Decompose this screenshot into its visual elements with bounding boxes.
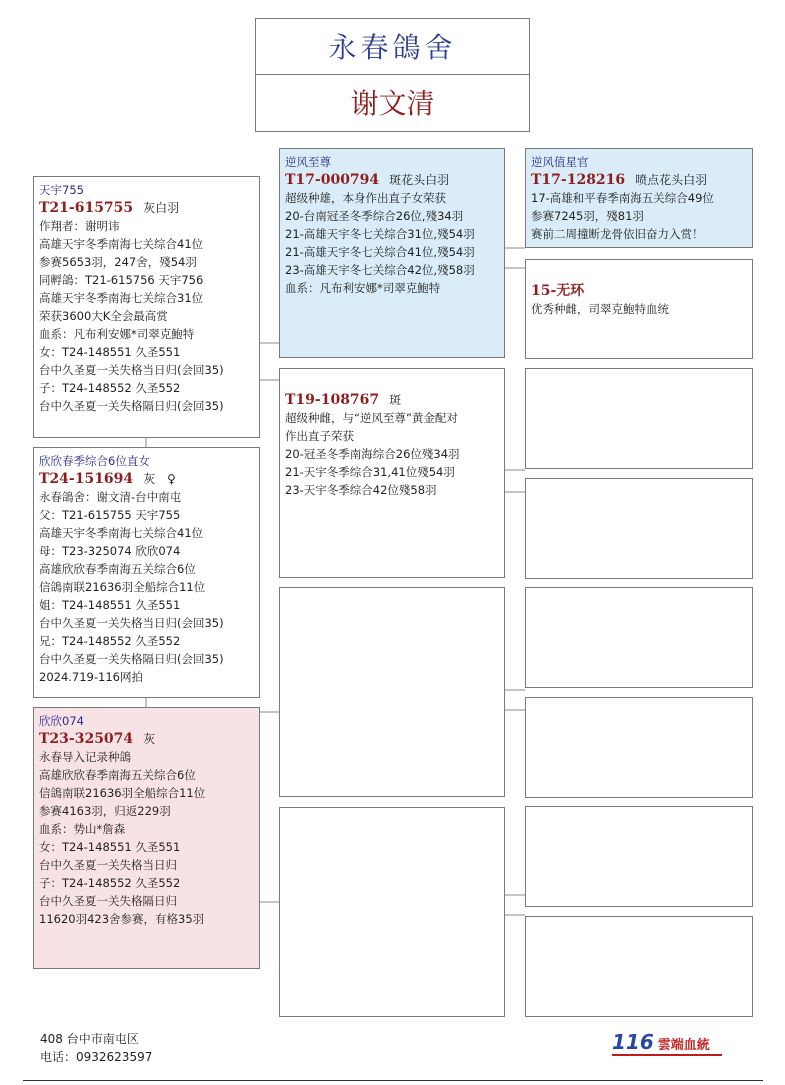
bottom-divider <box>23 1080 763 1081</box>
brand-logo <box>612 1030 722 1056</box>
sire-dam-line: 20-冠圣冬季南海综合26位殘34羽 <box>285 447 460 461</box>
dam-line: 子：T24-148552 久圣552 <box>39 876 181 890</box>
sire-dam-line: 21-天宇冬季综合31,41位殘54羽 <box>285 465 455 479</box>
footer-phone: 电话：0932623597 <box>40 1050 153 1064</box>
sd-dam-card <box>525 478 753 579</box>
logo-underline <box>612 1054 722 1056</box>
ss-dam-card <box>525 259 753 359</box>
sire-sire-line: 21-高雄天宇冬七关综合41位,殘54羽 <box>285 245 475 259</box>
sire-dam-line: 23-天宇冬季综合42位殘58羽 <box>285 483 437 497</box>
subject-line: 父：T21-615755 天宇755 <box>39 508 181 522</box>
ss-sire-line: 17-高雄和平春季南海五关综合49位 <box>531 191 714 205</box>
subject-line: 永春鴿舍：谢文清-台中南屯 <box>39 490 182 504</box>
sire-line: 台中久圣夏一关失格当日归(会回35) <box>39 363 224 377</box>
ss-sire-line: 赛前二周撞断龙骨依旧奋力入赏！ <box>531 227 704 241</box>
sire-line: 高雄天宇冬季南海七关综合31位 <box>39 291 204 305</box>
sire-line: 高雄天宇冬季南海七关综合41位 <box>39 237 204 251</box>
sire-ring: T21-615755 <box>39 200 134 216</box>
dam-line: 台中久圣夏一关失格隔日归 <box>39 894 177 908</box>
sire-sire-line: 21-高雄天宇冬七关综合31位,殘54羽 <box>285 227 475 241</box>
subject-card <box>33 447 260 698</box>
owner-name-title: 谢文清 <box>255 74 530 132</box>
sire-line: 同孵鴿：T21-615756 天宇756 <box>39 273 204 287</box>
dam-line: 高雄欣欣春季南海五关综合6位 <box>39 768 196 782</box>
sire-line: 女：T24-148551 久圣551 <box>39 345 181 359</box>
sire-dam-line: 作出直子荣获 <box>285 429 354 443</box>
ds-sire-card <box>525 587 753 688</box>
sire-dam-ring: T19-108767 <box>285 392 380 408</box>
dam-label: 欣欣074 <box>39 714 84 728</box>
loft-name-title: 永春鴿舍 <box>255 18 530 75</box>
ds-dam-card <box>525 697 753 798</box>
sire-dam-line: 超级种雌，与“逆风至尊”黄金配对 <box>285 411 458 425</box>
footer-address: 408 台中市南屯区 <box>40 1032 139 1046</box>
sire-line: 血系：凡布利安娜*司翠克鮑特 <box>39 327 195 341</box>
sire-line: 台中久圣夏一关失格隔日归(会回35) <box>39 399 224 413</box>
sire-line: 参赛5653羽，247舍，殘54羽 <box>39 255 197 269</box>
sire-sire-line: 23-高雄天宇冬七关综合42位,殘58羽 <box>285 263 475 277</box>
dam-line: 女：T24-148551 久圣551 <box>39 840 181 854</box>
sire-dam-card <box>279 368 505 578</box>
dam-line: 11620羽423舍参赛，有格35羽 <box>39 912 205 926</box>
ss-sire-color: 喷点花头白羽 <box>635 173 708 187</box>
dam-ring: T23-325074 <box>39 731 134 747</box>
dam-color: 灰 <box>143 732 156 746</box>
sd-sire-card <box>525 368 753 469</box>
ss-sire-label: 逆风值星官 <box>531 155 589 169</box>
dam-line: 台中久圣夏一关失格当日归 <box>39 858 177 872</box>
sire-line: 作翔者：谢明讳 <box>39 219 120 233</box>
subject-line: 高雄天宇冬季南海七关综合41位 <box>39 526 204 540</box>
dd-dam-card <box>525 916 753 1017</box>
dam-line: 血系：势山*詹森 <box>39 822 126 836</box>
sire-color: 灰白羽 <box>143 201 180 215</box>
subject-line: 兄：T24-148552 久圣552 <box>39 634 181 648</box>
subject-line: 母：T23-325074 欣欣074 <box>39 544 181 558</box>
ss-sire-card <box>525 148 753 248</box>
dam-line: 参赛4163羽，归返229羽 <box>39 804 171 818</box>
sire-sire-line: 血系：凡布利安娜*司翠克鮑特 <box>285 281 441 295</box>
dd-sire-card <box>525 806 753 907</box>
logo-text: 雲端血統 <box>657 1038 710 1053</box>
subject-line: 2024.719-116网拍 <box>39 670 143 684</box>
ss-sire-ring: T17-128216 <box>531 172 626 188</box>
subject-color: 灰 ♀ <box>143 472 176 486</box>
sire-dam-color: 斑 <box>389 393 402 407</box>
ss-dam-ring: 15-无环 <box>531 283 585 299</box>
dam-line: 永春导入记录种鴿 <box>39 750 131 764</box>
dam-sire-card <box>279 587 505 797</box>
sire-sire-label: 逆风至尊 <box>285 155 331 169</box>
logo-number: 116 <box>612 1030 654 1054</box>
sire-sire-line: 超级种雄，本身作出直子女荣获 <box>285 191 446 205</box>
sire-sire-line: 20-台南冠圣冬季综合26位,殘34羽 <box>285 209 464 223</box>
dam-card <box>33 707 260 969</box>
sire-label: 天宇755 <box>39 183 84 197</box>
sire-line: 荣获3600大K全会最高赏 <box>39 309 168 323</box>
sire-line: 子：T24-148552 久圣552 <box>39 381 181 395</box>
subject-line: 姐：T24-148551 久圣551 <box>39 598 181 612</box>
subject-label: 欣欣春季综合6位直女 <box>39 454 150 468</box>
subject-line: 高雄欣欣春季南海五关综合6位 <box>39 562 196 576</box>
subject-line: 台中久圣夏一关失格当日归(会回35) <box>39 616 224 630</box>
ss-sire-line: 参赛7245羽，殘81羽 <box>531 209 644 223</box>
dam-dam-card <box>279 807 505 1017</box>
sire-card <box>33 176 260 438</box>
subject-line: 信鴿南联21636羽全船综合11位 <box>39 580 206 594</box>
sire-sire-ring: T17-000794 <box>285 172 380 188</box>
subject-line: 台中久圣夏一关失格隔日归(会回35) <box>39 652 224 666</box>
ss-dam-line: 优秀种雌，司翠克鮑特血统 <box>531 302 669 316</box>
sire-sire-color: 斑花头白羽 <box>389 173 450 187</box>
dam-line: 信鴿南联21636羽全船综合11位 <box>39 786 206 800</box>
subject-ring: T24-151694 <box>39 471 134 487</box>
sire-sire-card <box>279 148 505 358</box>
